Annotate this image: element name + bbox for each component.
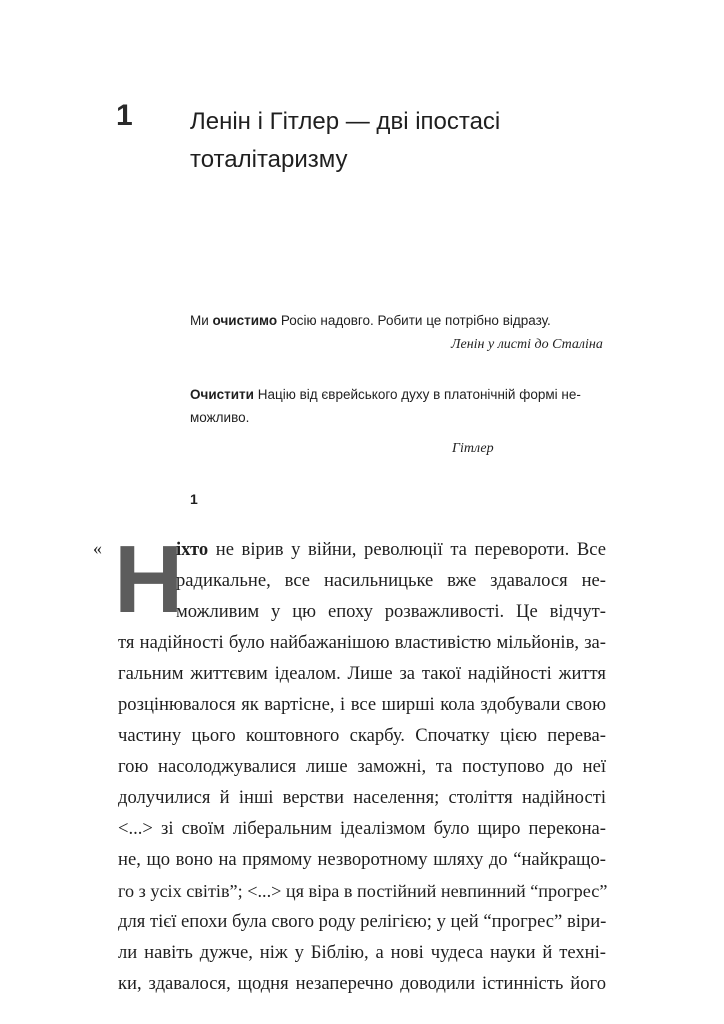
epigraph-text-line-2: можливо.	[190, 410, 250, 425]
epigraph-attribution: Гітлер	[452, 441, 494, 456]
chapter-title-line-2: тоталітаризму	[190, 146, 348, 173]
body-line: не, що воно на прямому незворотному шляху до “найкращо-	[118, 849, 606, 870]
epigraph-emphasis: очистимо	[212, 313, 278, 328]
drop-cap-letter: Н	[114, 526, 184, 633]
body-line: долучилися й інші верстви населення; століття надійності	[118, 787, 606, 808]
body-line: гою насолоджувалися лише заможні, та поступово до неї	[118, 756, 606, 777]
first-word: іхто	[176, 539, 209, 560]
body-line: можливим у цю епоху розважливості. Це відчут-	[176, 601, 606, 622]
body-line: ли навіть дужче, ніж у Біблію, а нові чудеса науки й техні-	[118, 942, 606, 963]
epigraph-emphasis: Очистити	[190, 387, 254, 402]
epigraph-text-end: Росію надовго. Робити це потрібно відразу.	[277, 313, 551, 328]
opening-quote-mark: «	[93, 538, 102, 558]
epigraph-text-start: Ми	[190, 313, 213, 328]
body-line-text: не вірив у війни, революції та перевороти. Все	[208, 539, 606, 560]
epigraph-hitler	[190, 383, 620, 460]
body-line	[176, 535, 606, 565]
body-line: го з усіх світів”; <...> ця віра в постійний невпинний “прогрес”	[118, 881, 608, 901]
body-line: розцінювалося як вартісне, і все ширші кола здобували свою	[118, 694, 606, 715]
body-line: ки, здавалося, щодня незаперечно доводили істинність його	[118, 973, 606, 994]
section-number: 1	[190, 491, 198, 507]
body-line: тя надійності було найбажанішою властивістю мільйонів, за-	[118, 632, 606, 653]
body-line: радикальне, все насильницьке вже здавалося не-	[176, 570, 606, 591]
epigraph-lenin	[190, 309, 620, 356]
chapter-title-line-1: Ленін і Гітлер — дві іпостасі	[190, 108, 501, 135]
chapter-number: 1	[116, 99, 133, 132]
body-line: гальним життєвим ідеалом. Лише за такої надійності життя	[118, 663, 606, 684]
body-line: для тієї епохи була свого роду релігією; у цей “прогрес” віри-	[118, 911, 607, 932]
epigraph-text	[190, 309, 620, 332]
body-line: <...> зі своїм ліберальним ідеалізмом було щиро перекона-	[118, 818, 606, 839]
chapter-title	[190, 103, 610, 179]
epigraph-attribution: Ленін у листі до Сталіна	[451, 337, 603, 352]
epigraph-text-line-1: Націю від єврейського духу в платонічній формі не-	[253, 387, 581, 402]
body-line: частину цього коштовного скарбу. Спочатку цією перева-	[118, 725, 606, 746]
epigraph-text	[190, 383, 620, 406]
